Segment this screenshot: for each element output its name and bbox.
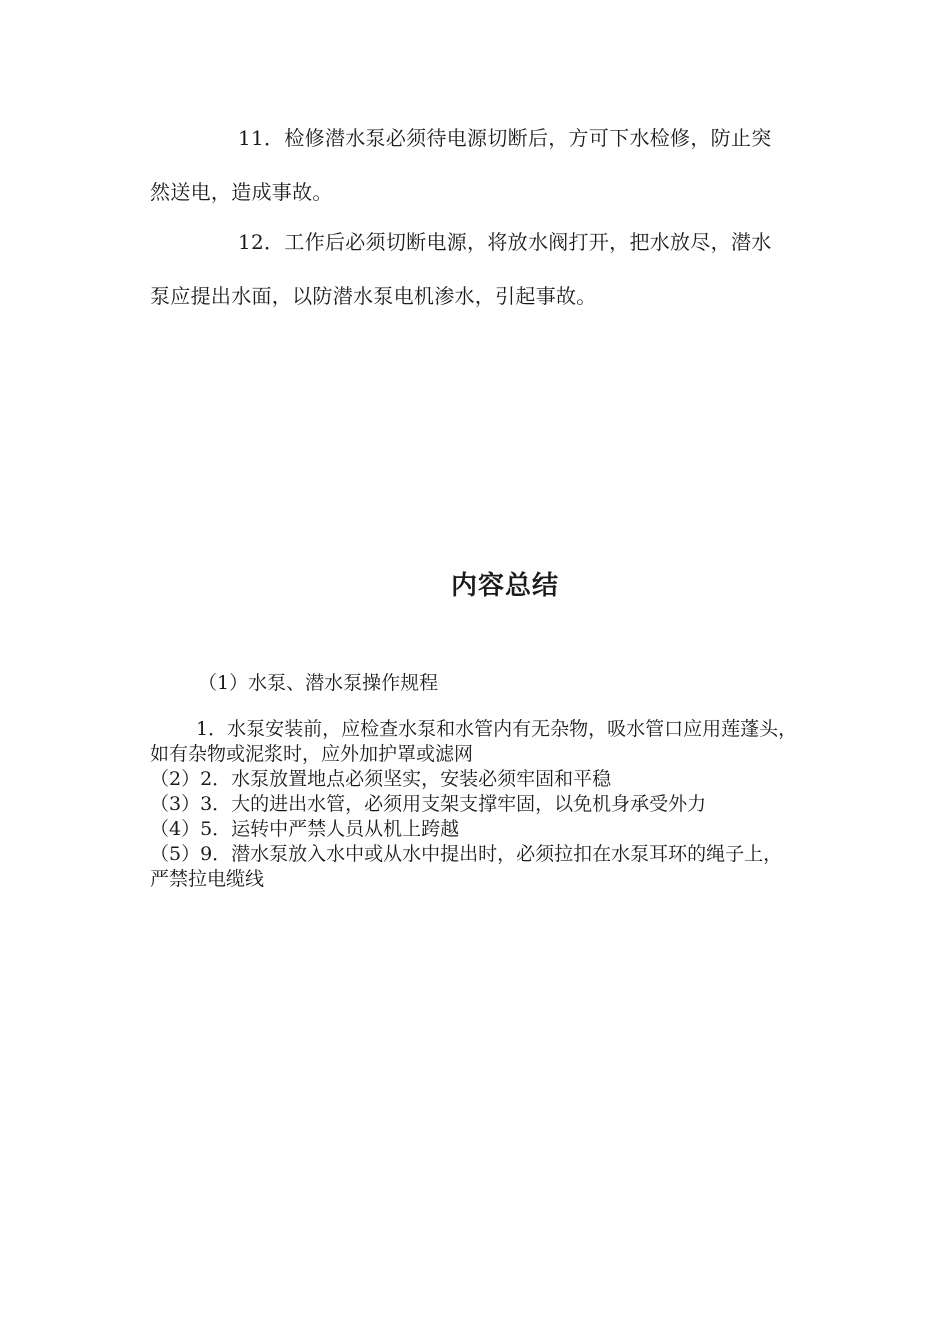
- summary-title: 内容总结: [450, 571, 559, 601]
- summary-item-4: （4）5．运转中严禁人员从机上跨越: [150, 818, 460, 840]
- summary-item-1: 1．水泵安装前，应检查水泵和水管内有无杂物，吸水管口应用莲蓬头，如有杂物或泥浆时，应外加护罩或滤网: [150, 718, 798, 765]
- summary-item-2: （2）2．水泵放置地点必须坚实，安装必须牢固和平稳: [150, 768, 612, 790]
- summary-list: [150, 717, 800, 892]
- summary-heading: （1）水泵、潜水泵操作规程: [198, 672, 439, 694]
- summary-item-5: （5）9．潜水泵放入水中或从水中提出时，必须拉扣在水泵耳环的绳子上，严禁拉电缆线: [150, 843, 783, 890]
- summary-item-3: （3）3．大的进出水管，必须用支架支撑牢固，以免机身承受外力: [150, 793, 707, 815]
- paragraph-rule-11: 11．检修潜水泵必须待电源切断后，方可下水检修，防止突然送电，造成事故。: [150, 126, 772, 204]
- paragraph-rule-12: 12．工作后必须切断电源，将放水阀打开，把水放尽，潜水泵应提出水面，以防潜水泵电机渗水，引起事故。: [150, 230, 772, 308]
